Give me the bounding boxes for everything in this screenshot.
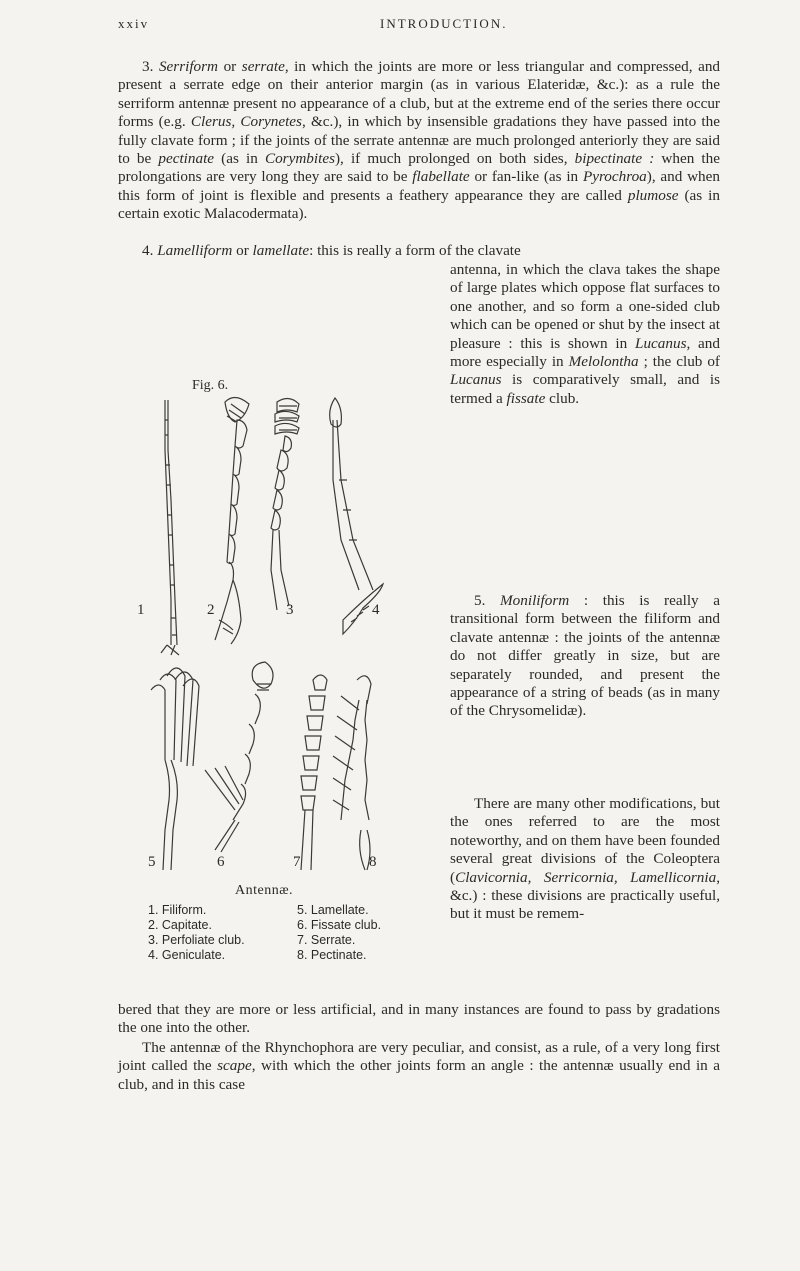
legend-item: 5. Lamellate.	[297, 903, 369, 917]
antenna-6-fissate-club-icon	[205, 662, 273, 852]
paragraph-serriform: 3. Serriform or serrate, in which the joints are more or less triangular and compressed, and present a serrate edge on their anterior margin (as in various Elateridæ, &c.): as a rule the serriform antennæ present no appearance of a club, but at the extreme end of the series there occur forms (e.g. Clerus, Corynetes, &c.), in which by insensible gradations they have passed into the fully clavate form ; if the joints of the serrate antennæ are much prolonged anteriorly they are said to be pectinate (as in Corymbites), if much prolonged on both sides, bipectinate : when the prolongations are very long they are said to be flabellate or fan-like (as in Pyrochroa), and when this form of joint is flexible and presents a feathery appearance they are called plumose (as in certain exotic Malacodermata).	[118, 58, 721, 223]
fig-number-3: 3	[286, 602, 294, 618]
fig-number-2: 2	[207, 602, 215, 618]
fig-number-5: 5	[148, 854, 156, 870]
antenna-5-lamellate-icon	[151, 668, 199, 870]
figure-label: Fig. 6.	[192, 378, 229, 393]
paragraph-modifications: There are many other modifications, but the ones referred to are the most noteworthy, and on them have been founded several great divisions of the Coleoptera (Clavicornia, Serricornia, Lamellicornia, &c.) : these divisions are practically useful, but it must be remem-	[450, 795, 720, 923]
figure-caption-title: Antennæ.	[235, 883, 294, 898]
figure-legend-left	[148, 903, 245, 963]
paragraph-lamelliform-cont: antenna, in which the clava takes the shape of large plates which oppose flat surfaces to one another, and so form a one-sided club which can be opened or shut by the insect at pleasure : this is shown in Lucanus, and more especially in Melolontha ; the club of Lucanus is comparatively small, and is termed a fissate club.	[450, 261, 720, 407]
legend-item: 4. Geniculate.	[148, 948, 226, 962]
fig-number-8: 8	[369, 854, 377, 870]
fig-number-6: 6	[217, 854, 225, 870]
legend-item: 8. Pectinate.	[297, 948, 367, 962]
antenna-4-geniculate-icon	[330, 398, 383, 634]
paragraph-lamelliform: 4. Lamelliform or lamellate: this is really a form of the clavate	[142, 242, 521, 259]
antenna-2-capitate-icon	[215, 397, 249, 644]
legend-item: 6. Fissate club.	[297, 918, 382, 932]
legend-item: 2. Capitate.	[148, 918, 212, 932]
running-head	[118, 16, 740, 36]
paragraph-moniliform: 5. Moniliform : this is really a transitional form between the filiform and clavate antennæ : the joints of the antennæ do not differ greatly in size, but are separately rounded, and present the appearance of a string of beads (as in many of the Chrysomelidæ).	[450, 592, 721, 720]
legend-item: 7. Serrate.	[297, 933, 356, 947]
legend-item: 3. Perfoliate club.	[148, 933, 245, 947]
fig-number-1: 1	[137, 602, 145, 618]
antenna-1-filiform-icon	[161, 400, 179, 655]
antenna-7-serrate-icon	[301, 675, 327, 870]
fig-number-4: 4	[372, 602, 380, 618]
paragraph-rhynchophora: The antennæ of the Rhynchophora are very peculiar, and consist, as a rule, of a very long first joint called the scape, with which the other joints form an angle : the antennæ usually end in a club, and in this case	[118, 1039, 721, 1093]
antenna-3-perfoliate-icon	[271, 398, 299, 610]
antenna-8-pectinate-icon	[333, 676, 371, 870]
running-title: INTRODUCTION.	[380, 16, 508, 31]
paragraph-modifications-tail: bered that they are more or less artificial, and in many instances are found to pass by gradations the one into the other.	[118, 1001, 720, 1037]
page-number: xxiv	[118, 16, 150, 31]
legend-item: 1. Filiform.	[148, 903, 207, 917]
fig-number-7: 7	[293, 854, 301, 870]
figure-legend-right	[297, 903, 381, 963]
antennae-figure	[145, 390, 445, 880]
